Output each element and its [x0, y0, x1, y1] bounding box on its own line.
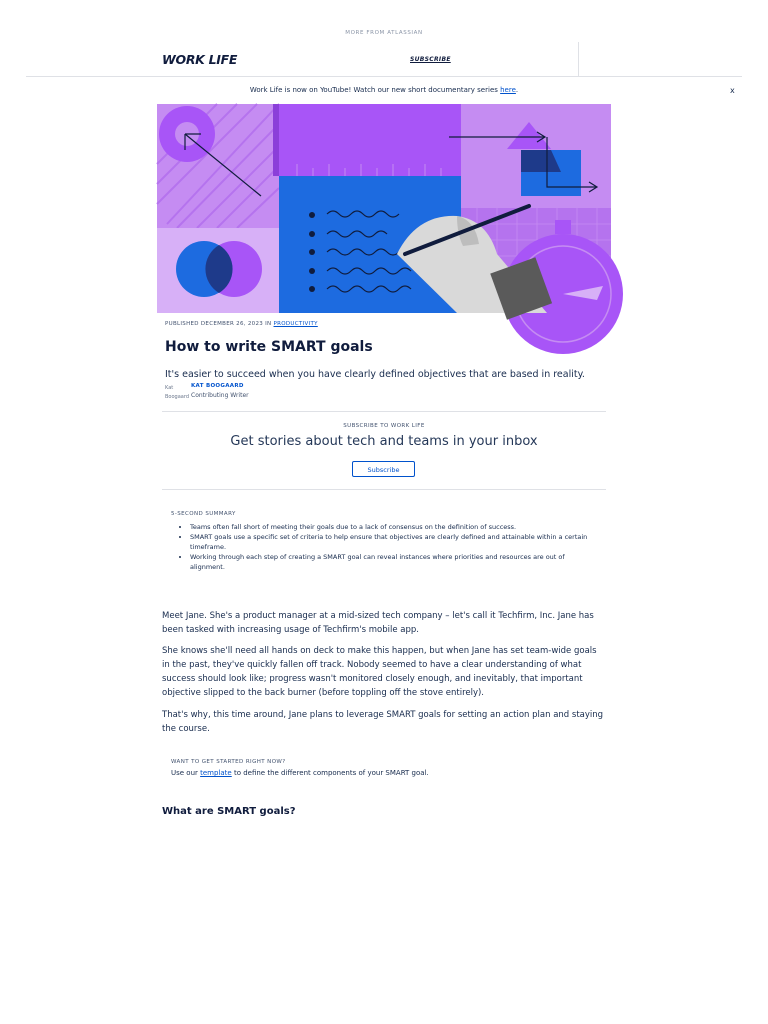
- subscribe-heading: Get stories about tech and teams in your inbox: [230, 434, 538, 449]
- header-subscribe-link[interactable]: SUBSCRIBE: [410, 56, 451, 63]
- author-name-link[interactable]: KAT BOOGAARD: [191, 383, 244, 389]
- banner-here-link[interactable]: here: [500, 86, 516, 94]
- article-subtitle: It's easier to succeed when you have clearly defined objectives that are based in reality.: [165, 369, 585, 380]
- callout-before: Use our: [171, 769, 201, 777]
- five-second-summary: [171, 511, 591, 572]
- callout-text: [171, 769, 601, 777]
- subscribe-box: [162, 411, 606, 490]
- header-divider: [578, 42, 579, 76]
- published-date: PUBLISHED DECEMBER 26, 2023 IN: [165, 321, 274, 327]
- author-avatar: Kat Boogaard: [165, 385, 189, 400]
- work-life-logo[interactable]: WORK LIFE: [162, 52, 238, 67]
- summary-list: [171, 522, 591, 572]
- summary-item: • Working through each step of creating a SMART goal can reveal instances where priorities and resources are out of alignment.: [190, 552, 591, 572]
- body-paragraph: She knows she'll need all hands on deck to make this happen, but when Jane has set team-wide goals in the past, they've quickly fallen off track. Nobody seemed to have a clear understanding of what success should look like; progress wasn't monitored closely enough, and inevitably, that important objective slipped to the back burner (before toppling off the stove entirely).: [162, 646, 597, 698]
- close-banner-icon[interactable]: x: [730, 86, 735, 95]
- more-from-atlassian[interactable]: MORE FROM ATLASSIAN: [345, 30, 423, 36]
- site-header: [26, 42, 742, 77]
- article-meta: [165, 321, 318, 327]
- summary-item: • SMART goals use a specific set of criteria to help ensure that objectives are clearly defined and attainable within a certain timeframe.: [190, 532, 591, 552]
- banner-period: .: [515, 86, 519, 94]
- youtube-banner: [0, 86, 768, 94]
- template-callout: [171, 759, 601, 777]
- summary-eyebrow: 5-SECOND SUMMARY: [171, 511, 236, 517]
- hero-illustration: [157, 104, 611, 313]
- body-paragraph: Meet Jane. She's a product manager at a mid-sized tech company – let's call it Techfirm, Inc. Jane has been tasked with increasing usage of Techfirm's mobile app.: [162, 611, 594, 635]
- callout-after: to define the different components of your SMART goal.: [231, 769, 429, 777]
- hero-illustration-svg: [157, 104, 611, 313]
- subscribe-eyebrow: SUBSCRIBE TO WORK LIFE: [343, 423, 425, 429]
- subscribe-button[interactable]: Subscribe: [352, 461, 415, 477]
- template-link[interactable]: template: [200, 769, 232, 777]
- body-paragraph: That's why, this time around, Jane plans to leverage SMART goals for setting an action plan and staying the course.: [162, 710, 604, 734]
- article-title: How to write SMART goals: [165, 339, 373, 355]
- callout-eyebrow: WANT TO GET STARTED RIGHT NOW?: [171, 759, 286, 765]
- summary-item: • Teams often fall short of meeting their goals due to a lack of consensus on the definition of success.: [190, 522, 591, 532]
- category-link[interactable]: PRODUCTIVITY: [273, 321, 318, 327]
- author-role: Contributing Writer: [191, 392, 249, 399]
- banner-text: Work Life is now on YouTube! Watch our new short documentary series: [249, 86, 501, 94]
- section-heading: What are SMART goals?: [162, 806, 296, 817]
